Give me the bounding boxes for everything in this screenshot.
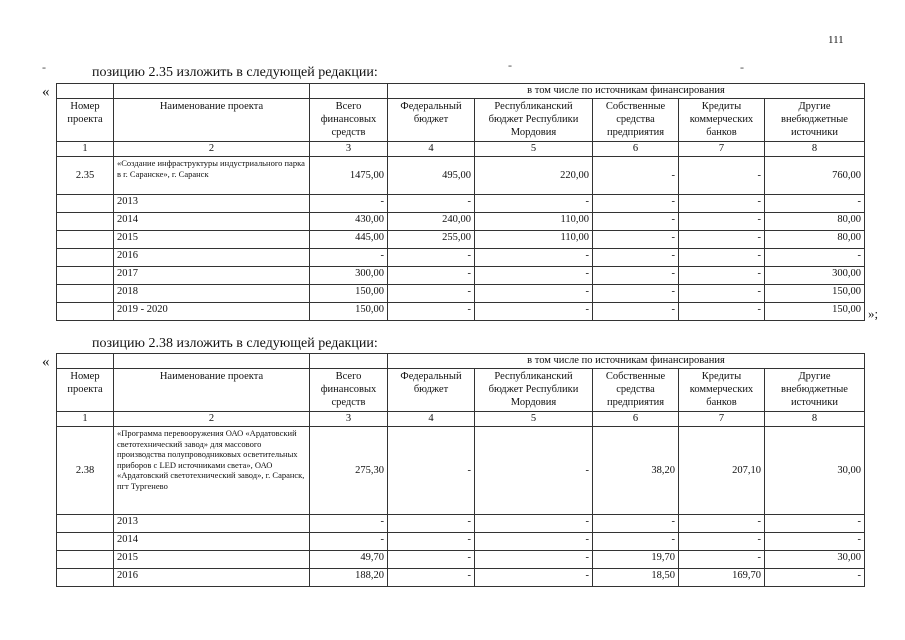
- open-quote: «: [42, 354, 50, 370]
- header-other: Другие внебюджетные источники: [765, 99, 865, 142]
- value-cell: -: [765, 569, 865, 587]
- column-number: 5: [475, 142, 593, 157]
- value-cell: -: [593, 303, 679, 321]
- value-cell: -: [475, 267, 593, 285]
- year-row: [57, 195, 865, 213]
- value-cell: -: [310, 249, 388, 267]
- value-cell: 30,00: [765, 551, 865, 569]
- value-cell: -: [593, 195, 679, 213]
- value-cell: 110,00: [475, 231, 593, 249]
- column-number: 2: [114, 142, 310, 157]
- project-row: [57, 157, 865, 195]
- year-row: [57, 551, 865, 569]
- value-cell: -: [593, 231, 679, 249]
- empty-cell: [57, 231, 114, 249]
- year-label: 2015: [114, 551, 310, 569]
- year-row: [57, 249, 865, 267]
- empty-cell: [57, 569, 114, 587]
- header-bank-credits: Кредиты коммерческих банков: [679, 369, 765, 412]
- header-project-name: Наименование проекта: [114, 369, 310, 412]
- empty-cell: [57, 551, 114, 569]
- value-cell: -: [679, 285, 765, 303]
- header-group-sources: в том числе по источникам финансирования: [388, 84, 865, 99]
- empty-cell: [57, 515, 114, 533]
- value-cell: 18,50: [593, 569, 679, 587]
- column-number: 7: [679, 142, 765, 157]
- header-own-funds: Собственные средства предприятия: [593, 99, 679, 142]
- value-cell: -: [593, 267, 679, 285]
- header-project-name: Наименование проекта: [114, 99, 310, 142]
- header-group-sources: в том числе по источникам финансирования: [388, 354, 865, 369]
- section-heading-2-35: позицию 2.35 изложить в следующей редакции:: [92, 65, 378, 80]
- value-cell: 275,30: [310, 427, 388, 515]
- value-cell: -: [593, 285, 679, 303]
- header-cell: [310, 84, 388, 99]
- value-cell: 150,00: [765, 303, 865, 321]
- empty-cell: [57, 285, 114, 303]
- project-number: 2.38: [57, 427, 114, 515]
- value-cell: 38,20: [593, 427, 679, 515]
- header-own-funds: Собственные средства предприятия: [593, 369, 679, 412]
- page-number: 111: [828, 34, 844, 46]
- empty-cell: [57, 267, 114, 285]
- value-cell: -: [475, 303, 593, 321]
- column-number: 8: [765, 142, 865, 157]
- value-cell: 150,00: [310, 285, 388, 303]
- value-cell: -: [679, 515, 765, 533]
- value-cell: -: [475, 195, 593, 213]
- project-number: 2.35: [57, 157, 114, 195]
- year-row: [57, 569, 865, 587]
- header-total: Всего финансовых средств: [310, 369, 388, 412]
- value-cell: -: [475, 533, 593, 551]
- value-cell: -: [475, 427, 593, 515]
- header-cell: [57, 354, 114, 369]
- value-cell: 19,70: [593, 551, 679, 569]
- header-federal: Федеральный бюджет: [388, 369, 475, 412]
- value-cell: -: [310, 195, 388, 213]
- value-cell: -: [388, 569, 475, 587]
- year-row: [57, 231, 865, 249]
- year-label: 2013: [114, 195, 310, 213]
- value-cell: 188,20: [310, 569, 388, 587]
- value-cell: 169,70: [679, 569, 765, 587]
- year-label: 2016: [114, 249, 310, 267]
- value-cell: 150,00: [765, 285, 865, 303]
- value-cell: -: [765, 533, 865, 551]
- value-cell: -: [679, 551, 765, 569]
- empty-cell: [57, 213, 114, 231]
- value-cell: -: [475, 285, 593, 303]
- year-label: 2015: [114, 231, 310, 249]
- year-label: 2014: [114, 533, 310, 551]
- value-cell: -: [593, 533, 679, 551]
- value-cell: 495,00: [388, 157, 475, 195]
- column-number: 4: [388, 142, 475, 157]
- value-cell: -: [388, 427, 475, 515]
- value-cell: 300,00: [765, 267, 865, 285]
- column-number: 5: [475, 412, 593, 427]
- margin-mark: -: [42, 60, 46, 74]
- value-cell: -: [593, 213, 679, 231]
- header-cell: [310, 354, 388, 369]
- value-cell: -: [475, 515, 593, 533]
- header-bank-credits: Кредиты коммерческих банков: [679, 99, 765, 142]
- value-cell: 300,00: [310, 267, 388, 285]
- value-cell: 49,70: [310, 551, 388, 569]
- section-heading-2-38: позицию 2.38 изложить в следующей редакции:: [92, 336, 378, 351]
- closing-quote: »;: [868, 306, 879, 321]
- column-number: 1: [57, 142, 114, 157]
- value-cell: 430,00: [310, 213, 388, 231]
- column-number: 8: [765, 412, 865, 427]
- column-number: 1: [57, 412, 114, 427]
- value-cell: -: [679, 213, 765, 231]
- column-number: 3: [310, 142, 388, 157]
- value-cell: -: [679, 157, 765, 195]
- value-cell: -: [679, 533, 765, 551]
- value-cell: 150,00: [310, 303, 388, 321]
- value-cell: -: [388, 195, 475, 213]
- value-cell: -: [475, 569, 593, 587]
- project-row: [57, 427, 865, 515]
- header-project-number: Номер проекта: [57, 99, 114, 142]
- header-federal: Федеральный бюджет: [388, 99, 475, 142]
- year-row: [57, 267, 865, 285]
- column-number: 3: [310, 412, 388, 427]
- value-cell: 80,00: [765, 231, 865, 249]
- margin-mark: -: [508, 58, 512, 72]
- empty-cell: [57, 533, 114, 551]
- value-cell: -: [310, 515, 388, 533]
- value-cell: -: [388, 285, 475, 303]
- value-cell: -: [475, 551, 593, 569]
- value-cell: -: [388, 515, 475, 533]
- value-cell: -: [388, 551, 475, 569]
- year-row: [57, 303, 865, 321]
- value-cell: 220,00: [475, 157, 593, 195]
- year-label: 2016: [114, 569, 310, 587]
- year-row: [57, 213, 865, 231]
- header-republican: Республиканский бюджет Республики Мордовия: [475, 369, 593, 412]
- margin-mark: -: [740, 60, 744, 74]
- value-cell: -: [593, 157, 679, 195]
- value-cell: -: [679, 249, 765, 267]
- financing-table-2-35: [56, 83, 865, 321]
- value-cell: -: [593, 515, 679, 533]
- year-row: [57, 285, 865, 303]
- column-number: 2: [114, 412, 310, 427]
- value-cell: -: [388, 249, 475, 267]
- column-number: 6: [593, 412, 679, 427]
- value-cell: 255,00: [388, 231, 475, 249]
- value-cell: -: [679, 195, 765, 213]
- value-cell: 445,00: [310, 231, 388, 249]
- empty-cell: [57, 249, 114, 267]
- value-cell: -: [310, 533, 388, 551]
- value-cell: 30,00: [765, 427, 865, 515]
- value-cell: -: [388, 303, 475, 321]
- header-other: Другие внебюджетные источники: [765, 369, 865, 412]
- value-cell: -: [475, 249, 593, 267]
- value-cell: -: [765, 515, 865, 533]
- project-name: «Программа перевооружения ОАО «Ардатовский светотехнический завод» для массового производства полупроводниковых осветительных приборов с LED источниками света», ОАО «Ардатовский светотехнический завод», г. Саранск, пгт Тургенево: [114, 427, 310, 515]
- year-row: [57, 515, 865, 533]
- year-label: 2017: [114, 267, 310, 285]
- value-cell: -: [765, 195, 865, 213]
- year-label: 2018: [114, 285, 310, 303]
- value-cell: -: [593, 249, 679, 267]
- project-name: «Создание инфраструктуры индустриального парка в г. Саранске», г. Саранск: [114, 157, 310, 195]
- column-number: 7: [679, 412, 765, 427]
- value-cell: -: [388, 267, 475, 285]
- header-cell: [114, 84, 310, 99]
- header-republican: Республиканский бюджет Республики Мордовия: [475, 99, 593, 142]
- year-label: 2014: [114, 213, 310, 231]
- value-cell: 110,00: [475, 213, 593, 231]
- value-cell: 80,00: [765, 213, 865, 231]
- header-cell: [114, 354, 310, 369]
- year-label: 2019 - 2020: [114, 303, 310, 321]
- header-total: Всего финансовых средств: [310, 99, 388, 142]
- value-cell: -: [679, 231, 765, 249]
- column-number: 4: [388, 412, 475, 427]
- value-cell: 1475,00: [310, 157, 388, 195]
- empty-cell: [57, 303, 114, 321]
- financing-table-2-38: [56, 353, 865, 587]
- open-quote: «: [42, 84, 50, 100]
- column-number: 6: [593, 142, 679, 157]
- year-label: 2013: [114, 515, 310, 533]
- value-cell: 207,10: [679, 427, 765, 515]
- header-cell: [57, 84, 114, 99]
- value-cell: 240,00: [388, 213, 475, 231]
- year-row: [57, 533, 865, 551]
- value-cell: 760,00: [765, 157, 865, 195]
- value-cell: -: [765, 249, 865, 267]
- empty-cell: [57, 195, 114, 213]
- value-cell: -: [679, 267, 765, 285]
- value-cell: -: [388, 533, 475, 551]
- header-project-number: Номер проекта: [57, 369, 114, 412]
- value-cell: -: [679, 303, 765, 321]
